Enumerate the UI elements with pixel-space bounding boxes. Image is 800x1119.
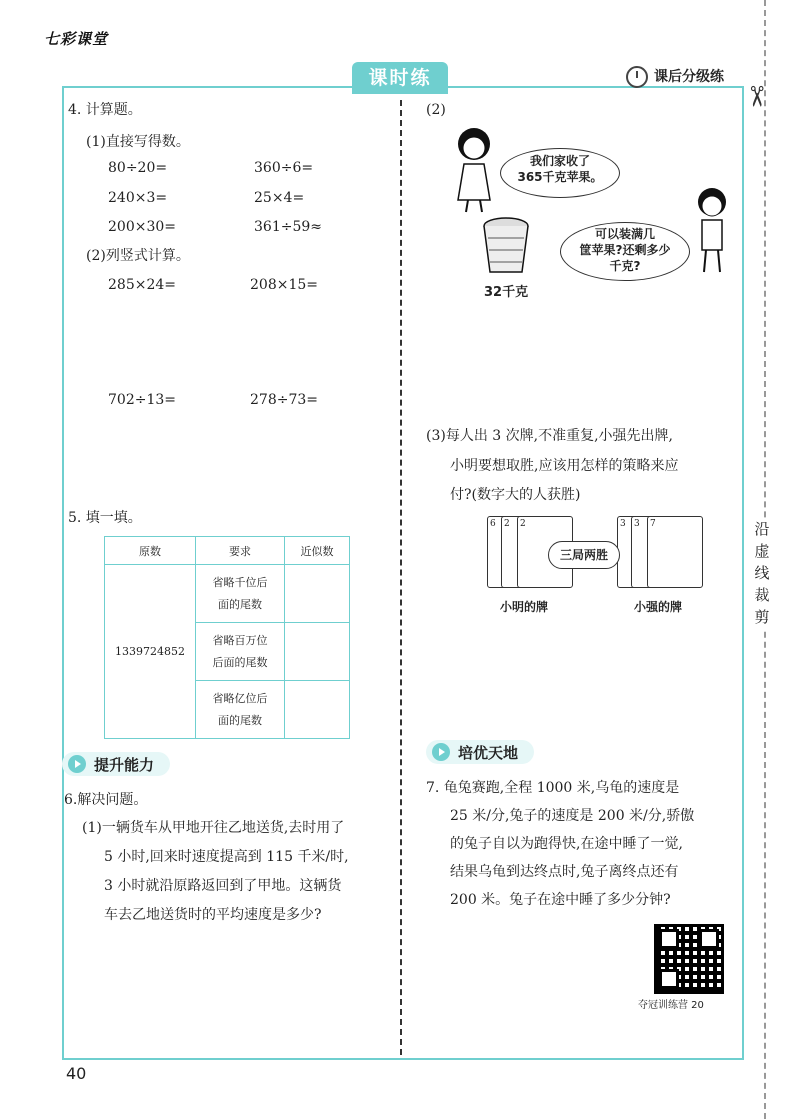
vertical-calc-item: 285×24= — [108, 277, 176, 293]
direct-calc-item: 200×30= — [108, 219, 176, 235]
answer-cell[interactable] — [285, 565, 350, 623]
q7-line: 25 米/分,兔子的速度是 200 米/分,骄傲 — [450, 808, 695, 824]
direct-calc-item: 240×3= — [108, 190, 168, 206]
section-label — [626, 66, 724, 88]
answer-cell[interactable] — [285, 681, 350, 739]
qr-caption: 夺冠训练营 20 — [638, 1000, 704, 1011]
playing-card: 3 — [617, 516, 645, 588]
q6-p1-line: 3 小时就沿原路返回到了甲地。这辆货 — [104, 878, 342, 894]
qiang-label: 小强的牌 — [634, 600, 683, 614]
speech-bubble-girl: 我们家收了 365千克苹果。 — [500, 148, 620, 198]
q7-line: 结果乌龟到达终点时,兔子离终点还有 — [450, 864, 679, 880]
cut-instruction: 沿 虚 线 裁 剪 — [750, 518, 774, 628]
vertical-calc-item: 278÷73= — [250, 392, 318, 408]
playing-card: 3 — [631, 516, 659, 588]
q6-p1-line: (1)一辆货车从甲地开往乙地送货,去时用了 — [82, 820, 345, 836]
scissors-icon: ✂ — [740, 84, 774, 109]
brand-logo: 七彩课堂 — [44, 30, 109, 48]
direct-calc-item: 25×4= — [254, 190, 305, 206]
page-title: 课时练 — [352, 62, 448, 94]
clock-icon — [626, 66, 648, 88]
ming-label: 小明的牌 — [500, 600, 549, 614]
q6-p3-line: 付?(数字大的人获胜) — [450, 487, 581, 503]
boy-illustration — [690, 186, 734, 276]
direct-calc-item: 80÷20= — [108, 160, 168, 176]
answer-cell[interactable] — [285, 623, 350, 681]
q7-line: 的兔子自以为跑得快,在途中睡了一觉, — [450, 836, 683, 852]
requirement-cell: 省略百万位 后面的尾数 — [196, 623, 285, 681]
speech-bubble-boy: 可以装满几 筐苹果?还剩多少 千克? — [560, 222, 690, 281]
qr-code — [654, 924, 724, 994]
q6-title: 6.解决问题。 — [64, 792, 148, 808]
q5-title: 5. 填一填。 — [68, 510, 142, 526]
approximation-table — [104, 536, 350, 739]
section-header-excellent: 培优天地 — [426, 740, 534, 764]
playing-card: 7 — [647, 516, 703, 588]
basket-icon — [478, 214, 534, 278]
section-label-text: 课后分级练 — [654, 69, 724, 85]
vertical-calc-item: 208×15= — [250, 277, 318, 293]
q6-p1-line: 车去乙地送货时的平均速度是多少? — [104, 907, 322, 923]
cards-bubble: 三局两胜 — [548, 541, 620, 569]
original-number: 1339724852 — [105, 565, 196, 739]
requirement-cell: 省略亿位后 面的尾数 — [196, 681, 285, 739]
table-header: 要求 — [196, 537, 285, 565]
playing-card: 6 — [487, 516, 515, 588]
q6-p3-line: 小明要想取胜,应该用怎样的策略来应 — [450, 458, 679, 474]
q7-line: 200 米。兔子在途中睡了多少分钟? — [450, 892, 671, 908]
playing-card: 2 — [501, 516, 529, 588]
section-header-advance: 提升能力 — [62, 752, 170, 776]
q4-part2-title: (2)列竖式计算。 — [86, 248, 190, 264]
playing-card: 2 — [517, 516, 573, 588]
q6-p1-line: 5 小时,回来时速度提高到 115 千米/时, — [104, 849, 349, 865]
direct-calc-item: 361÷59≈ — [254, 219, 322, 235]
requirement-cell: 省略千位后 面的尾数 — [196, 565, 285, 623]
q6-p3-line: (3)每人出 3 次牌,不准重复,小强先出牌, — [426, 428, 673, 444]
basket-label: 32千克 — [484, 285, 529, 300]
table-header: 原数 — [105, 537, 196, 565]
column-divider — [400, 100, 402, 1055]
direct-calc-item: 360÷6= — [254, 160, 314, 176]
qiang-cards — [617, 516, 707, 592]
play-icon — [432, 743, 450, 761]
table-header: 近似数 — [285, 537, 350, 565]
q6-p2-label: (2) — [426, 102, 446, 118]
vertical-calc-item: 702÷13= — [108, 392, 176, 408]
q4-title: 4. 计算题。 — [68, 102, 142, 118]
q4-part1-title: (1)直接写得数。 — [86, 134, 190, 150]
play-icon — [68, 755, 86, 773]
q7-line: 7. 龟兔赛跑,全程 1000 米,乌龟的速度是 — [426, 780, 680, 796]
page-number: 40 — [66, 1064, 87, 1083]
